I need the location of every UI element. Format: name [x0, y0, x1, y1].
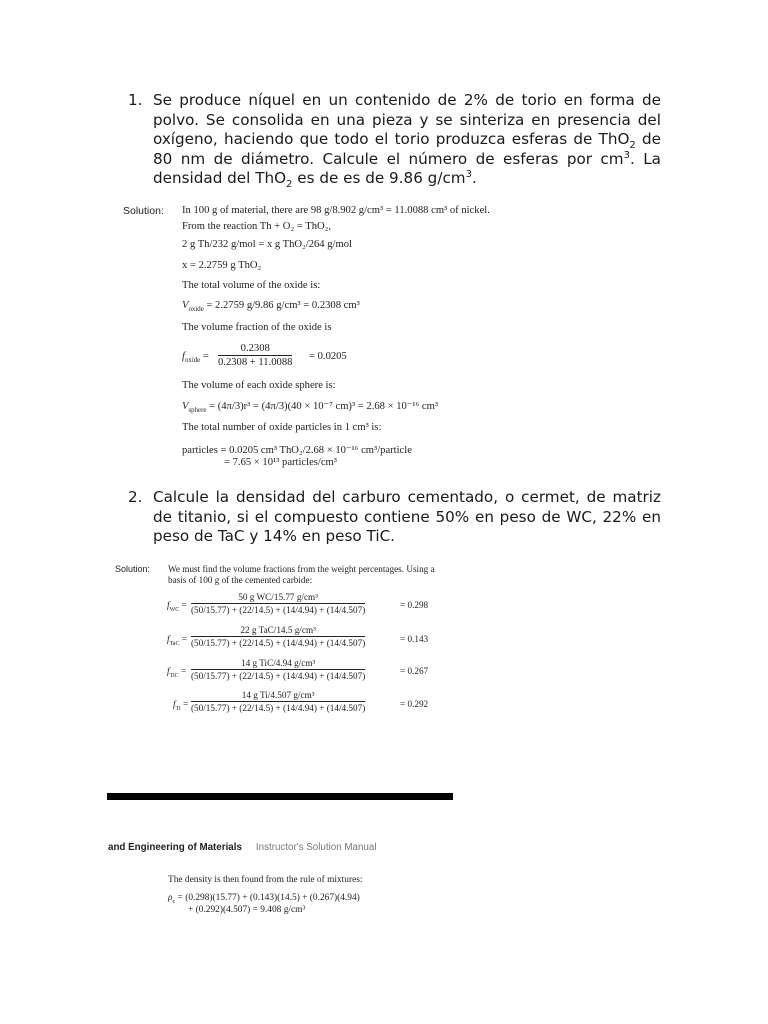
problem-text: Calcule la densidad del carburo cementado, o cermet, de matriz de titanio, si el compuesto contiene 50% en peso de WC, 22% en peso de TaC y 14% en peso TiC.: [153, 488, 661, 545]
fraction: $\frac{0.2308}{0.2308 + 11.0088}$: [218, 343, 293, 368]
fraction-result: = 0.292: [400, 699, 429, 709]
solution-line: x = 2.2759 g ThO₂: [182, 260, 262, 271]
solution-line: We must find the volume fractions from the weight percentages. Using a: [168, 564, 435, 574]
solution-line: particles = 0.0205 cm³ ThO₂/2.68 × 10⁻¹⁶ cm³/particle: [182, 445, 412, 456]
solution-line: + (0.292)(4.507) = 9.408 g/cm³: [188, 905, 306, 915]
solution-line: The density is then found from the rule of mixtures:: [168, 875, 363, 885]
equation-line: $V_{sphere} = (4\pi/3)r^3 = (4\pi/3)(40 \times 10^{-7}$ cm)³ = 2.68 × 10⁻¹⁶ cm³: [182, 401, 439, 415]
fraction-variable: $f_{Ti}$ =: [173, 699, 189, 712]
fraction: $\frac{\text{14 g Ti/4.507 g/cm³}}{(50/15.77) + (22/14.5) + (14/4.94) + (14/4.507)}$: [191, 690, 366, 713]
problem-number: 1.: [128, 91, 143, 109]
fraction-result: = 0.0205: [309, 351, 347, 362]
fraction-result: = 0.143: [400, 634, 429, 644]
problem-text: Se produce níquel en un contenido de 2% de torio en forma de polvo. Se consolida en una pieza y se sinteriza en presencia del oxígeno, haciendo que todo el torio produzca esferas de ThO$_2$ de 80 nm de diámetro. Calcule el número de esferas por $cm^3$. La densidad del ThO$_2$ es de es de 9.86 $g/cm^3$.: [153, 91, 661, 191]
solution-line: The volume fraction of the oxide is: [182, 322, 332, 333]
problem-2: [128, 488, 661, 547]
solution-label: Solution:: [115, 564, 151, 574]
solution-line: The total number of oxide particles in 1 cm³ is:: [182, 422, 382, 433]
divider-bar: [107, 793, 453, 800]
equation-fraction-label: $f_{oxide}$ =: [182, 351, 209, 365]
page-header-title: and Engineering of Materials: [108, 842, 242, 853]
solution-label: Solution:: [123, 205, 164, 217]
problem-number: 2.: [128, 488, 143, 506]
solution-line: The volume of each oxide sphere is:: [182, 380, 336, 391]
page-header: [108, 842, 377, 853]
problem-1: [128, 91, 661, 189]
solution-line: basis of 100 g of the cemented carbide:: [168, 575, 313, 585]
fraction-variable: $f_{WC}$ =: [167, 600, 187, 613]
equation-line: $V_{oxide} = 2.2759$ g/9.86 g/cm³ = 0.2308 cm³: [182, 300, 360, 314]
fraction-variable: $f_{TaC}$ =: [167, 634, 187, 647]
fraction-result: = 0.267: [400, 666, 429, 676]
solution-line: The total volume of the oxide is:: [182, 280, 321, 291]
solution-2-image: [115, 562, 455, 722]
fraction: $\frac{\text{50 g WC/15.77 g/cm³}}{(50/15.77) + (22/14.5) + (14/4.94) + (14/4.507)}$: [191, 592, 366, 615]
solution-line: From the reaction Th + O₂ = ThO₂,: [182, 221, 331, 232]
page-header-subtitle: Instructor's Solution Manual: [255, 842, 377, 853]
solution-1-image: [123, 202, 523, 474]
fraction: 14 g TiC/4.94 g/cm³ (50/15.77) + (22/14.5) + (14/4.94) + (14/4.507): [191, 658, 366, 681]
solution-line: 2 g Th/232 g/mol = x g ThO₂/264 g/mol: [182, 239, 352, 250]
fraction-result: = 0.298: [400, 600, 429, 610]
fraction: 22 g TaC/14.5 g/cm³ (50/15.77) + (22/14.5) + (14/4.94) + (14/4.507): [191, 625, 366, 648]
equation-line: $\rho_c = (0.298)(15.77) + (0.143)(14.5) + (0.267)(4.94)$: [168, 893, 360, 905]
fraction-variable: $f_{TiC}$ =: [167, 666, 187, 679]
solution-line: = 7.65 × 10¹³ particles/cm³: [224, 457, 337, 468]
solution-line: In 100 g of material, there are 98 g/8.902 g/cm³ = 11.0088 cm³ of nickel.: [182, 205, 490, 216]
solution-3-image: [108, 842, 408, 922]
